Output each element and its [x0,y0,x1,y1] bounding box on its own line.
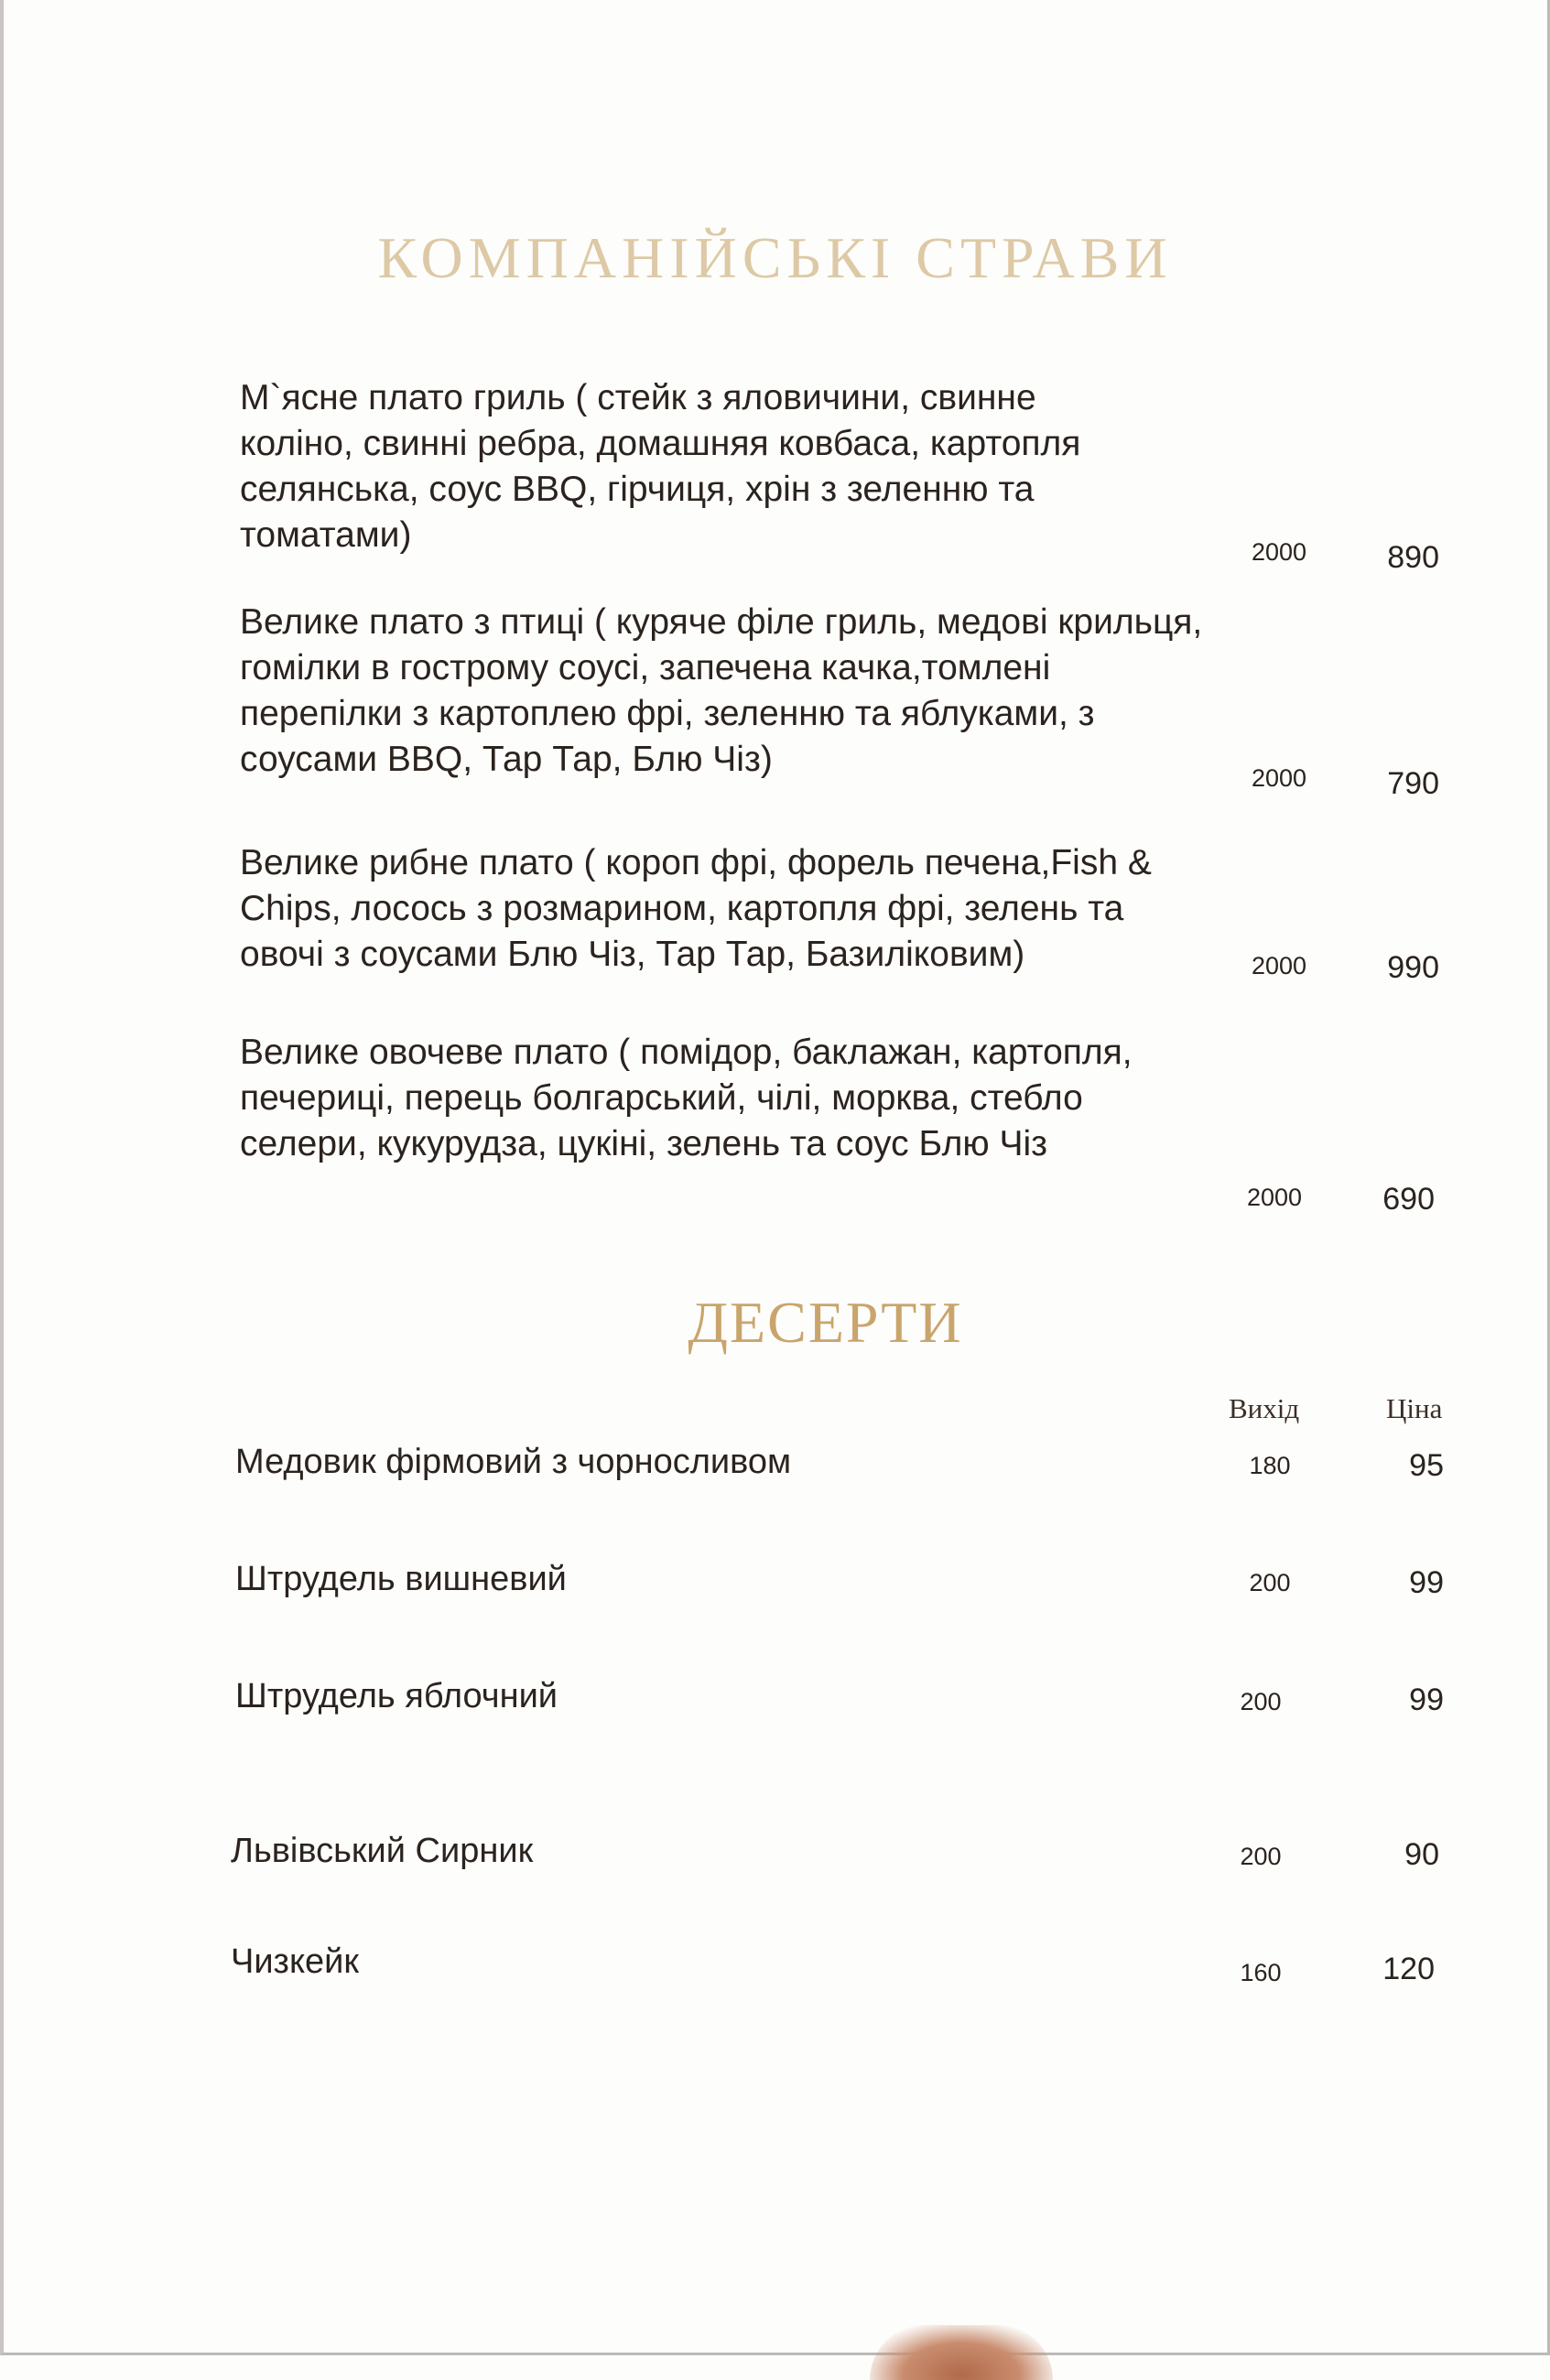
item-price: 90 [1404,1837,1439,1872]
item-weight: 180 [1249,1452,1291,1479]
wax-seal-decoration [870,2325,1053,2380]
item-price: 790 [1387,766,1439,801]
column-header-weight: Вихід [1229,1392,1300,1424]
item-weight: 2000 [1251,764,1307,792]
item-weight: 200 [1249,1569,1291,1596]
item-name: Велике овочеве плато ( помідор, баклажан, картопля, печериці, перець болгарський, чілі, морква, стебло селери, кукурудза, цукіні, зелень та соус Блю Чіз [240,1033,1133,1163]
item-price: 120 [1382,1952,1435,1986]
item-price: 99 [1409,1565,1444,1600]
item-name: Велике плато з птиці ( куряче філе гриль, медові крильця, гомілки в гострому соусі, запечена качка,томлені перепілки з картоплею фрі, зеленню та яблуками, з соусами BBQ, Тар Тар, Блю Чіз) [240,602,1203,779]
item-weight: 200 [1240,1688,1282,1715]
item-price: 690 [1382,1182,1435,1217]
item-weight: 160 [1240,1959,1282,1986]
item-weight: 2000 [1251,538,1307,566]
item-weight: 2000 [1251,952,1307,979]
item-name: Велике рибне плато ( короп фрі, форель печена,Fish & Chips, лосось з розмарином, картопля фрі, зелень та овочі з соусами Блю Чіз, Тар Тар, Базиліковим) [240,843,1152,974]
item-name: Штрудель вишневий [235,1560,567,1598]
item-name: Штрудель яблочний [235,1677,558,1715]
section-title-company-dishes: КОМПАНІЙСЬКІ СТРАВИ [377,225,1173,290]
column-header-price: Ціна [1386,1392,1443,1424]
item-name: Львівський Сирник [231,1832,534,1870]
item-price: 990 [1387,950,1439,985]
item-weight: 2000 [1246,1184,1303,1211]
item-price: 890 [1387,540,1439,575]
item-name: Медовик фірмовий з чорносливом [235,1443,792,1481]
item-price: 99 [1409,1682,1444,1717]
item-name: М`ясне плато гриль ( стейк з яловичини, свинне коліно, свинні ребра, домашняя ковбаса, картопля селянська, соус BBQ, гірчиця, хрін з зеленню та томатами) [240,378,1081,555]
section-title-desserts: ДЕСЕРТИ [688,1290,963,1355]
item-price: 95 [1409,1448,1444,1483]
item-weight: 200 [1240,1843,1282,1870]
item-name: Чизкейк [231,1942,360,1981]
